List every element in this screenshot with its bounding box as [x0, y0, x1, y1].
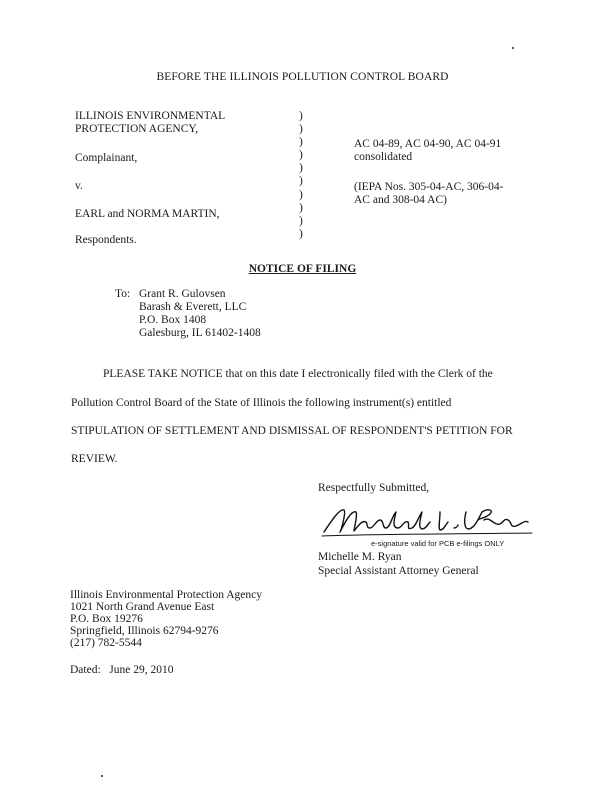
body-line: REVIEW.	[71, 453, 118, 465]
court-heading: BEFORE THE ILLINOIS POLLUTION CONTROL BOARD	[156, 71, 449, 83]
recipient-line: P.O. Box 1408	[139, 314, 207, 326]
complainant-label: Complainant,	[75, 152, 138, 164]
agency-address	[70, 589, 262, 649]
body-line: Pollution Control Board of the State of Illinois the following instrument(s) entitled	[71, 397, 452, 409]
iepa-numbers-line1: (IEPA Nos. 305-04-AC, 306-04-	[354, 181, 504, 193]
case-numbers: AC 04-89, AC 04-90, AC 04-91	[354, 138, 502, 150]
complainant-name-line2: PROTECTION AGENCY,	[75, 123, 199, 135]
agency-address-line: (217) 782-5544	[70, 637, 142, 649]
caption-paren-column: ) ) ) ) ) ) ) ) ) )	[299, 110, 303, 240]
versus-label: v.	[75, 180, 83, 192]
signer-title: Special Assistant Attorney General	[318, 565, 479, 577]
agency-address-line: 1021 North Grand Avenue East	[70, 601, 215, 613]
to-label: To:	[115, 288, 131, 300]
body-line: PLEASE TAKE NOTICE that on this date I electronically filed with the Clerk of the	[103, 368, 493, 380]
recipient-line: Barash & Everett, LLC	[139, 301, 247, 313]
complainant-name-line1: ILLINOIS ENVIRONMENTAL	[75, 110, 226, 122]
agency-address-line: Springfield, Illinois 62794-9276	[70, 625, 219, 637]
recipient-line: Grant R. Gulovsen	[139, 288, 226, 300]
agency-address-line: Illinois Environmental Protection Agency	[70, 589, 262, 601]
agency-address-line: P.O. Box 19276	[70, 613, 143, 625]
handwritten-signature	[318, 498, 538, 540]
scan-speck	[101, 775, 103, 777]
case-status: consolidated	[354, 151, 413, 163]
respondents-label: Respondents.	[75, 234, 137, 246]
recipient-address	[115, 288, 261, 340]
iepa-numbers-line2: AC and 308-04 AC)	[354, 194, 447, 206]
scan-speck	[512, 47, 514, 49]
recipient-line: Galesburg, IL 61402-1408	[139, 327, 261, 339]
body-line: STIPULATION OF SETTLEMENT AND DISMISSAL OF RESPONDENT'S PETITION FOR	[71, 425, 513, 437]
notice-title: NOTICE OF FILING	[248, 263, 357, 275]
signer-name: Michelle M. Ryan	[318, 551, 402, 563]
dated-line: Dated: June 29, 2010	[70, 664, 174, 676]
respondent-names: EARL and NORMA MARTIN,	[75, 208, 220, 220]
closing-text: Respectfully Submitted,	[318, 482, 430, 494]
e-signature-note: e-signature valid for PCB e-filings ONLY	[371, 539, 505, 548]
